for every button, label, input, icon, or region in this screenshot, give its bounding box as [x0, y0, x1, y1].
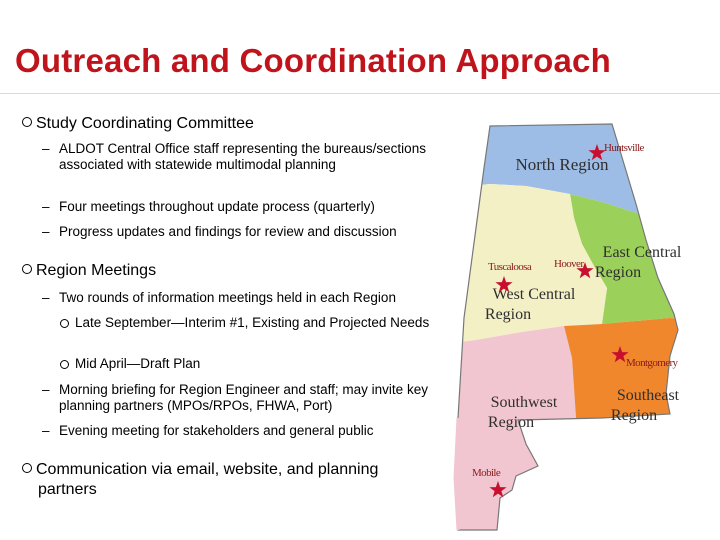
bullet-communication-line1: Communication via email, website, and planning [36, 461, 379, 478]
sub-sub-bullet-september-text: Late September—Interim #1, Existing and Projected Needs [75, 315, 430, 330]
dash-bullet-icon: – [42, 199, 50, 214]
bullet-communication [22, 460, 442, 500]
dash-bullet-icon: – [42, 290, 50, 305]
circle-bullet-icon [22, 463, 32, 473]
sub-bullet-four-meetings [42, 199, 442, 215]
dash-bullet-icon: – [42, 141, 50, 156]
hoover-label: Hoover [554, 258, 584, 270]
sub-bullet-aldot [42, 141, 442, 173]
southwest-region [452, 326, 576, 536]
dash-bullet-icon: – [42, 382, 50, 397]
sub-bullet-progress-updates [42, 224, 442, 240]
sub-sub-bullet-september [60, 315, 430, 331]
bullet-committee-label: Study Coordinating Committee [36, 115, 254, 132]
sub-bullet-morning-briefing [42, 382, 442, 414]
southwest-label-1: Southwest [490, 394, 558, 411]
east-central-label-1: East Central [602, 244, 682, 261]
dash-bullet-icon: – [42, 423, 50, 438]
huntsville-label: Huntsville [604, 142, 644, 154]
sub-sub-bullet-april [60, 356, 430, 372]
circle-bullet-icon [60, 319, 69, 328]
alabama-regions-map [452, 118, 717, 536]
sub-bullet-four-meetings-text: Four meetings throughout update process (quarterly) [59, 199, 375, 214]
sub-bullet-evening-meeting [42, 423, 442, 439]
sub-bullet-two-rounds-text: Two rounds of information meetings held in each Region [59, 290, 396, 305]
sub-bullet-two-rounds [42, 290, 442, 306]
sub-bullet-progress-updates-text: Progress updates and findings for review and discussion [59, 224, 397, 239]
sub-bullet-evening-meeting-text: Evening meeting for stakeholders and general public [59, 423, 374, 438]
montgomery-label: Montgomery [626, 357, 678, 369]
sub-bullet-morning-briefing-text: Morning briefing for Region Engineer and staff; may invite key planning partners (MPOs/RPOs, FHWA, Port) [59, 382, 428, 413]
dash-bullet-icon: – [42, 224, 50, 239]
west-central-label-2: Region [484, 306, 532, 323]
bullet-region-meetings [22, 261, 156, 281]
southeast-label-1: Southeast [616, 387, 680, 404]
east-central-label-2: Region [594, 264, 642, 281]
bullet-region-meetings-label: Region Meetings [36, 262, 157, 279]
circle-bullet-icon [60, 360, 69, 369]
north-region-label: North Region [515, 155, 609, 174]
tuscaloosa-label: Tuscaloosa [488, 261, 532, 273]
sub-sub-bullet-april-text: Mid April—Draft Plan [75, 356, 201, 371]
slide-title: Outreach and Coordination Approach [15, 42, 611, 79]
sub-bullet-aldot-text: ALDOT Central Office staff representing the bureaus/sections associated with statewide multimodal planning [59, 141, 426, 172]
southeast-region [562, 318, 717, 536]
southeast-label-2: Region [610, 407, 658, 424]
southwest-label-2: Region [487, 414, 535, 431]
bullet-committee [22, 114, 254, 134]
mobile-label: Mobile [472, 467, 501, 479]
west-central-label-1: West Central [492, 286, 576, 303]
circle-bullet-icon [22, 117, 32, 127]
circle-bullet-icon [22, 264, 32, 274]
bullet-communication-line2: partners [38, 481, 97, 498]
